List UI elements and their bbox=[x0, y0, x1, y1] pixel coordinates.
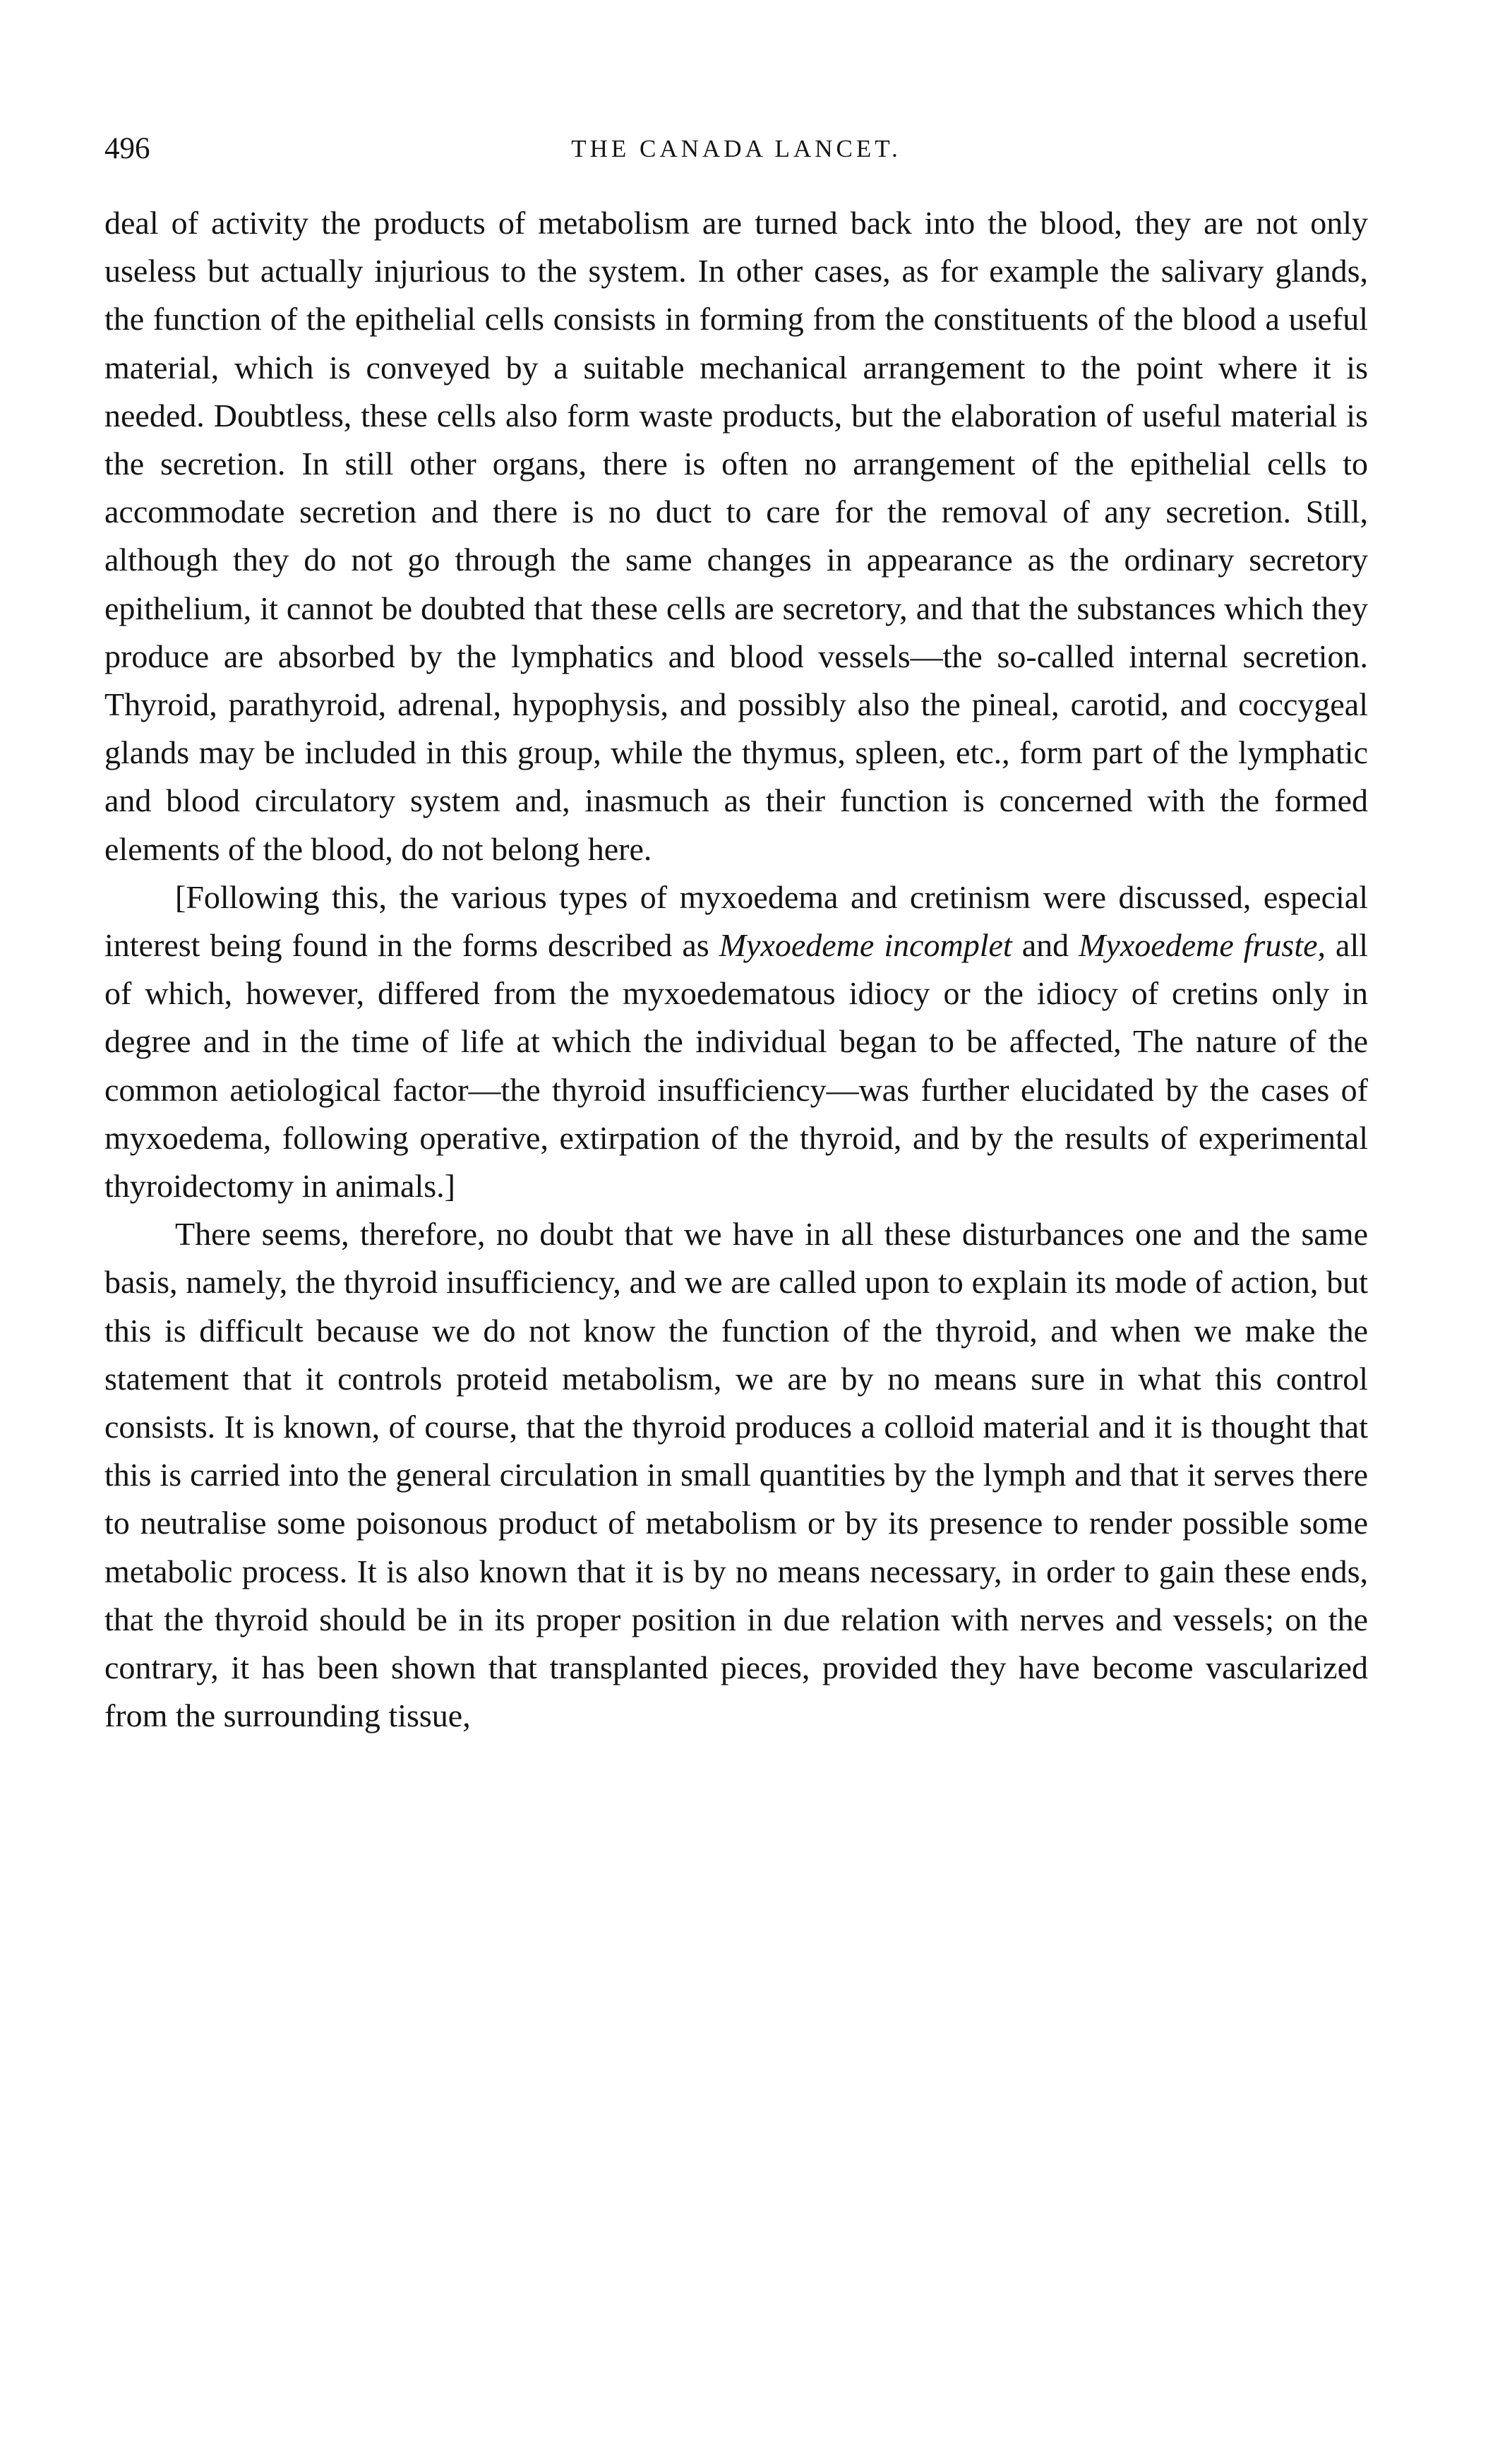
page bbox=[104, 126, 1368, 1741]
summary-text-2: and bbox=[1012, 927, 1079, 964]
summary-text-3: all of which, however, differed from the myxoedematous idiocy or the idiocy of cretins only in degree and in the time of life at which the individual began to be affected, The nature of the common aetiological factor—the thyroid insufficiency—was further elucidated by the cases of myxoedema, following operative, extirpation of the thyroid, and by the results of experimental thyroidectomy in animals.] bbox=[104, 927, 1368, 1205]
article-body bbox=[104, 199, 1368, 1741]
paragraph-thyroid-insufficiency: There seems, therefore, no doubt that we have in all these disturbances one and the same basis, namely, the thyroid insufficiency, and we are called upon to explain its mode of action, but this is difficult because we do not know the function of the thyroid, and when we make the statement that it controls proteid metabolism, we are by no means sure in what this control consists. It is known, of course, that the thyroid produces a colloid material and it is thought that this is carried into the general circulation in small quantities by the lymph and that it serves there to neutralise some poisonous product of metabolism or by its presence to render possible some metabolic process. It is also known that it is by no means necessary, in order to gain these ends, that the thyroid should be in its proper position in due relation with nerves and vessels; on the contrary, it has been shown that transplanted pieces, provided they have become vascularized from the surrounding tissue, bbox=[104, 1216, 1368, 1734]
paragraph-secretion: deal of activity the products of metabolism are turned back into the blood, they are not only useless but actually injurious to the system. In other cases, as for example the salivary glands, the function of the epithelial cells consists in forming from the constituents of the blood a useful material, which is conveyed by a suitable mechanical arrangement to the point where it is needed. Doubtless, these cells also form waste products, but the elaboration of useful material is the secretion. In still other organs, there is often no arrangement of the epithelial cells to accommodate secretion and there is no duct to care for the removal of any secretion. Still, although they do not go through the same changes in appearance as the ordinary secretory epithelium, it cannot be doubted that these cells are secretory, and that the substances which they produce are absorbed by the lymphatics and blood vessels—the so-called internal secretion. Thyroid, parathyroid, adrenal, hypophysis, and possibly also the pineal, carotid, and coccygeal glands may be included in this group, while the thymus, spleen, etc., form part of the lymphatic and blood circulatory system and, inasmuch as their function is concerned with the formed elements of the blood, do not belong here. bbox=[104, 205, 1368, 867]
running-head bbox=[104, 126, 1368, 172]
term-myxoedeme-incomplet: Myxoedeme incomplet bbox=[719, 927, 1012, 964]
paragraph-myxoedema-summary bbox=[104, 873, 1368, 1210]
term-myxoedeme-fruste: Myxoedeme fruste, bbox=[1079, 927, 1326, 964]
summary-text-1: [Following this, the various types of myxoedema and cretinism were discussed, especial interest being found in the forms described as bbox=[104, 878, 1368, 964]
page-number: 496 bbox=[104, 132, 150, 165]
journal-title: THE CANADA LANCET. bbox=[571, 135, 901, 162]
